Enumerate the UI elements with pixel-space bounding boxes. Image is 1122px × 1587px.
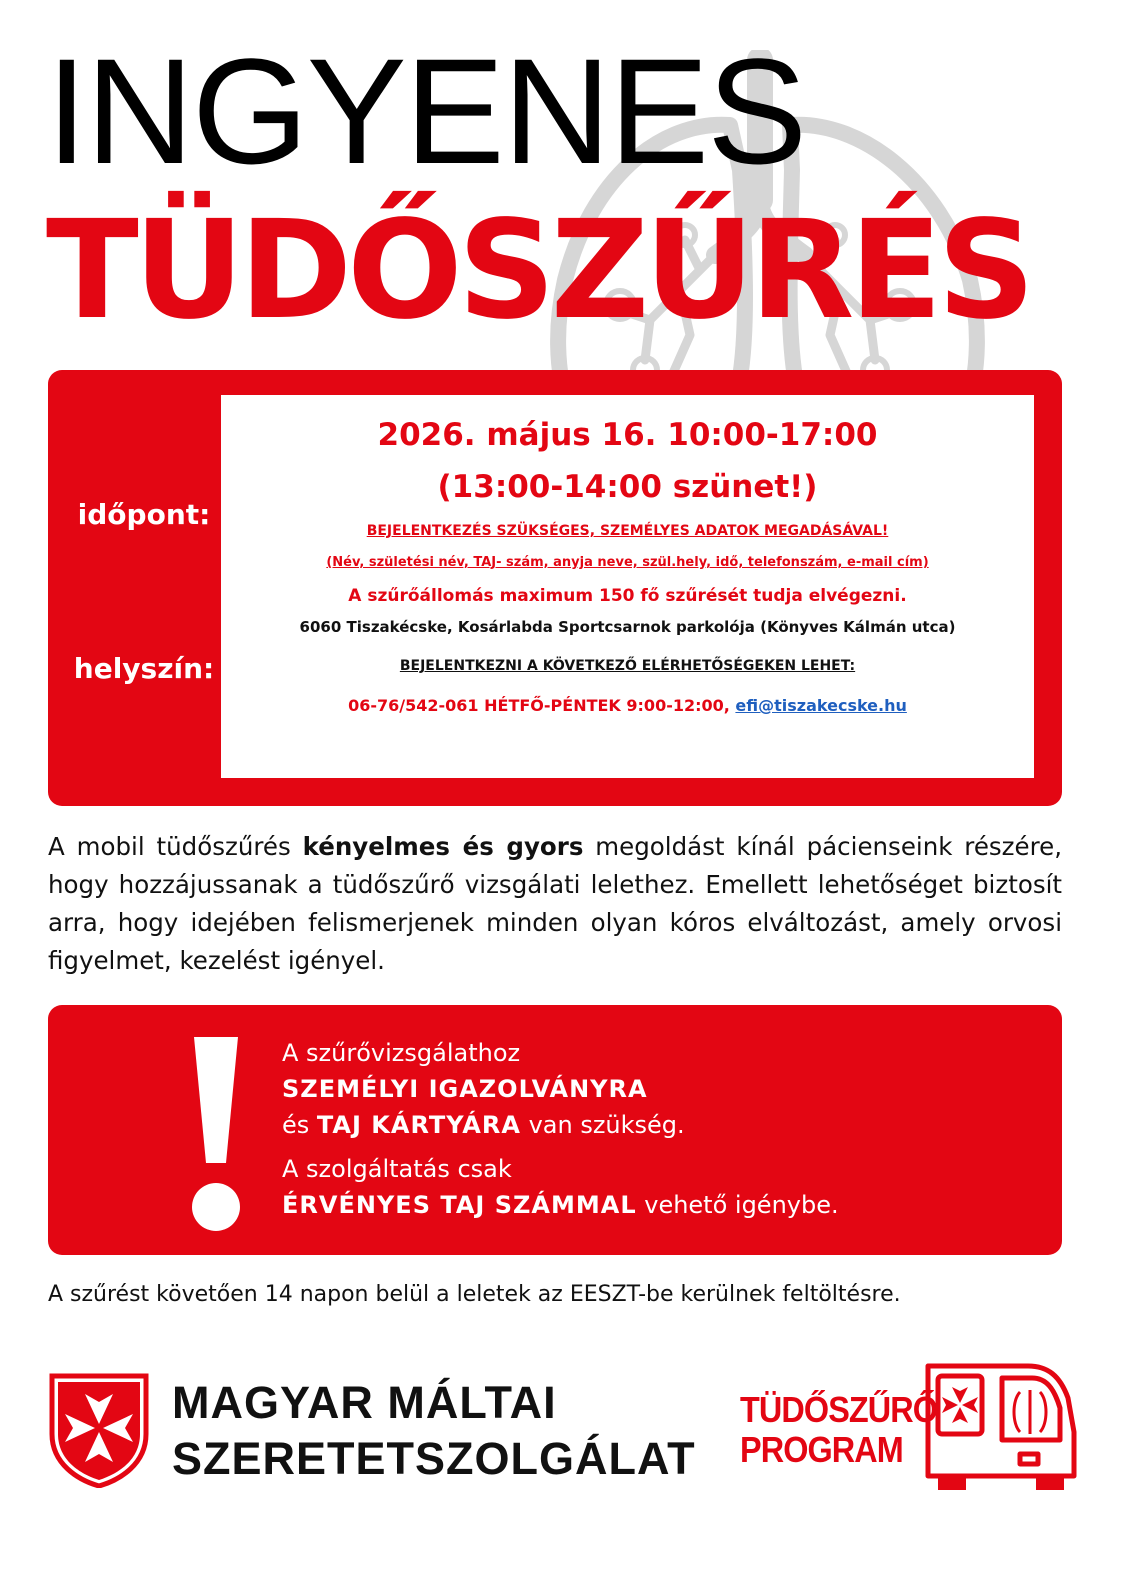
notice-valid-taj: ÉRVÉNYES TAJ SZÁMMAL [282,1191,637,1219]
program-line1: TÜDŐSZŰRŐ [740,1389,938,1430]
email-link[interactable]: efi@tiszakecske.hu [735,696,907,715]
program-line2: PROGRAM [740,1429,903,1470]
notice-line3-pre: és [282,1111,317,1139]
org-line2: SZERETETSZOLGÁLAT [172,1433,696,1484]
registration-details: (Név, születési név, TAJ- szám, anyja neve, szül.hely, idő, telefonszám, e-mail cím) [326,555,929,570]
title-tudoszures: TÜDŐSZŰRÉS [46,192,1031,350]
description-part2: megoldást kínál pácienseink részére, hogy hozzájussanak a tüdőszűrő vizsgálati lelethez. Emellett lehetőséget biztosít arra, hogy idejében felismerjenek minden olyan kóros elváltozást, amely orvosi figyelmet, kezelést igényel. [48,832,1062,975]
venue-address: 6060 Tiszakécske, Kosárlabda Sportcsarnok parkolója (Könyves Kálmán utca) [299,618,956,636]
program-logo-text [740,1390,937,1470]
contacts-heading: BEJELENTKEZNI A KÖVETKEZŐ ELÉRHETŐSÉGEKEN LEHET: [399,658,856,674]
capacity-note: A szűrőállomás maximum 150 fő szűrését tudja elvégezni. [348,586,907,606]
description-bold: kényelmes és gyors [302,832,584,861]
screening-bus-icon [920,1362,1080,1492]
notice-line4: A szolgáltatás csak [282,1155,512,1183]
description-part1: A mobil tüdőszűrés [48,832,303,861]
place-label: helyszín: [73,652,215,685]
notice-box [48,1005,1062,1255]
event-date: 2026. május 16. 10:00-17:00 [377,417,878,453]
contact-line [221,696,1034,715]
notice-id-card: SZEMÉLYI IGAZOLVÁNYRA [282,1075,648,1103]
notice-taj-card: TAJ KÁRTYÁRA [316,1111,521,1139]
maltese-cross-shield-icon [48,1372,150,1488]
info-box [48,370,1062,806]
registration-required: BEJELENTKEZÉS SZÜKSÉGES, SZEMÉLYES ADATOK MEGADÁSÁVAL! [366,523,889,539]
notice-text [282,1035,839,1223]
phone-hours: 06-76/542-061 HÉTFŐ-PÉNTEK 9:00-12:00, [348,696,730,715]
organization-name [172,1375,696,1487]
eeszt-note: A szűrést követően 14 napon belül a leletek az EESZT-be kerülnek feltöltésre. [48,1282,901,1307]
description-paragraph [48,828,1062,980]
notice-line3-post: van szükség. [520,1111,685,1139]
notice-line1: A szűrővizsgálathoz [282,1039,521,1067]
exclamation-icon [192,1035,240,1235]
info-panel [221,395,1034,778]
notice-line5-post: vehető igénybe. [636,1191,839,1219]
title-ingyenes: INGYENES [46,27,806,195]
org-line1: MAGYAR MÁLTAI [172,1377,557,1428]
break-note: (13:00-14:00 szünet!) [437,469,818,505]
time-label: időpont: [77,498,211,531]
